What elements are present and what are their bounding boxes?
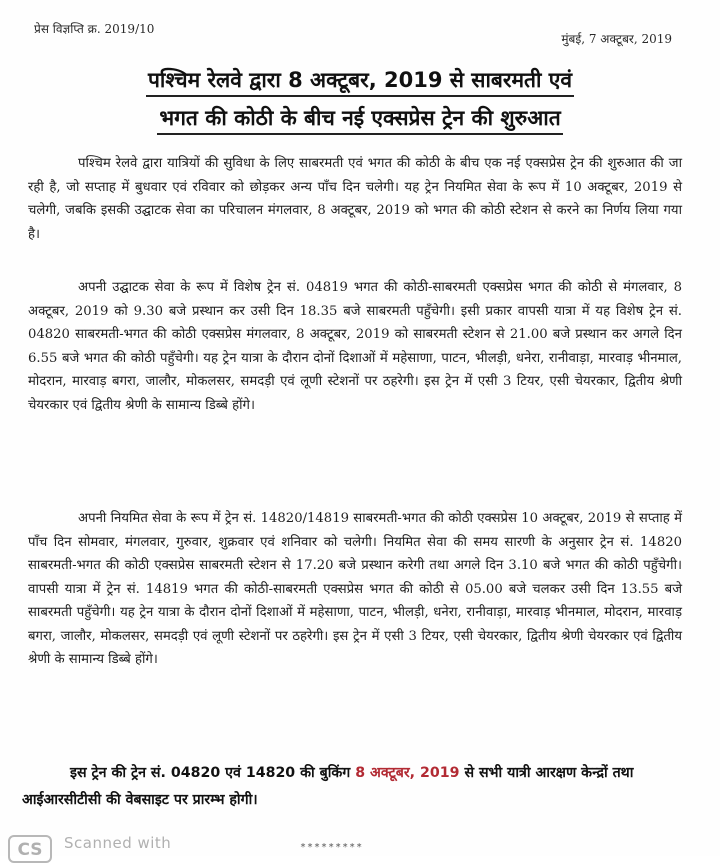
paragraph-introduction — [28, 152, 682, 246]
booking-date-highlight: 8 अक्टूबर, 2019 — [355, 765, 460, 781]
paragraph-regular-service — [28, 507, 682, 672]
press-release-number: प्रेस विज्ञप्ति क्र. 2019/10 — [34, 22, 155, 36]
paragraph-inaugural-service — [28, 276, 682, 417]
booking-text-start: इस ट्रेन की ट्रेन सं. 04820 एवं 14820 की बुकिंग — [70, 765, 356, 781]
paragraph-text: अपनी नियमित सेवा के रूप में ट्रेन सं. 14820/14819 साबरमती-भगत की कोठी एक्सप्रेस 10 अक्टूबर, 2019 से सप्ताह में पाँच दिन सोमवार, मंगलवार, गुरुवार, शुक्रवार एवं शनिवार को चलेगी। नियमित सेवा की समय सारणी के अनुसार ट्रेन सं. 14820 साबरमती-भगत की कोठी एक्सप्रेस साबरमती स्टेशन से 17.20 बजे प्रस्थान करेगी तथा अगले दिन 3.10 बजे भगत की कोठी पहुँचेगी। वापसी यात्रा में ट्रेन सं. 14819 भगत की कोठी-साबरमती एक्सप्रेस भगत की कोठी से 05.00 बजे चलकर उसी दिन 13.55 बजे साबरमती पहुँचेगी। यह ट्रेन यात्रा के दौरान दोनों दिशाओं में महेसाणा, पाटन, भीलड़ी, धनेरा, रानीवाड़ा, मारवाड़ भीनमाल, मोदरान, मारवाड़ बगरा, जालौर, मोकलसर, समदड़ी एवं लूणी स्टेशनों पर ठहरेगी। इस ट्रेन में एसी 3 टियर, एसी चेयरकार, द्वितीय श्रेणी चेयरकार एवं द्वितीय श्रेणी के सामान्य डिब्बे होंगे। — [28, 511, 682, 667]
scanned-with-watermark: Scanned with — [64, 834, 172, 852]
camscanner-logo-icon: CS — [8, 835, 52, 863]
document-title — [0, 62, 720, 138]
booking-text-end: से सभी यात्री आरक्षण केन्द्रों तथा आईआरसीटीसी की वेबसाइट पर प्रारम्भ होगी। — [22, 765, 634, 808]
paragraph-booking-info — [22, 760, 682, 814]
end-of-document-marker: ********* — [300, 842, 364, 853]
title-line-1: पश्चिम रेलवे द्वारा 8 अक्टूबर, 2019 से साबरमती एवं — [146, 65, 574, 97]
paragraph-text: पश्चिम रेलवे द्वारा यात्रियों की सुविधा के लिए साबरमती एवं भगत की कोठी के बीच एक नई एक्सप्रेस ट्रेन की शुरुआत की जा रही है, जो सप्ताह में बुधवार एवं रविवार को छोड़कर अन्य पाँच दिन चलेगी। यह ट्रेन नियमित सेवा के रूप में 10 अक्टूबर, 2019 से चलेगी, जबकि इसकी उद्घाटक सेवा का परिचालन मंगलवार, 8 अक्टूबर, 2019 को भगत की कोठी स्टेशन से करने का निर्णय लिया गया है। — [28, 156, 682, 242]
title-line-2: भगत की कोठी के बीच नई एक्सप्रेस ट्रेन की शुरुआत — [157, 103, 562, 135]
paragraph-text: अपनी उद्घाटक सेवा के रूप में विशेष ट्रेन सं. 04819 भगत की कोठी-साबरमती एक्सप्रेस भगत की कोठी से मंगलवार, 8 अक्टूबर, 2019 को 9.30 बजे प्रस्थान कर उसी दिन 18.35 बजे साबरमती पहुँचेगी। इसी प्रकार वापसी यात्रा में यह विशेष ट्रेन सं. 04820 साबरमती-भगत की कोठी एक्सप्रेस मंगलवार, 8 अक्टूबर, 2019 को साबरमती स्टेशन से 21.00 बजे प्रस्थान कर अगले दिन 6.55 बजे भगत की कोठी पहुँचेगी। यह ट्रेन यात्रा के दौरान दोनों दिशाओं में महेसाणा, पाटन, भीलड़ी, धनेरा, रानीवाड़ा, मारवाड़ भीनमाल, मोदरान, मारवाड़ बगरा, जालौर, मोकलसर, समदड़ी एवं लूणी स्टेशनों पर ठहरेगी। इस ट्रेन में एसी 3 टियर, एसी चेयरकार, द्वितीय श्रेणी चेयरकार एवं द्वितीय श्रेणी के सामान्य डिब्बे होंगे। — [28, 280, 682, 413]
place-and-date: मुंबई, 7 अक्टूबर, 2019 — [561, 32, 672, 46]
